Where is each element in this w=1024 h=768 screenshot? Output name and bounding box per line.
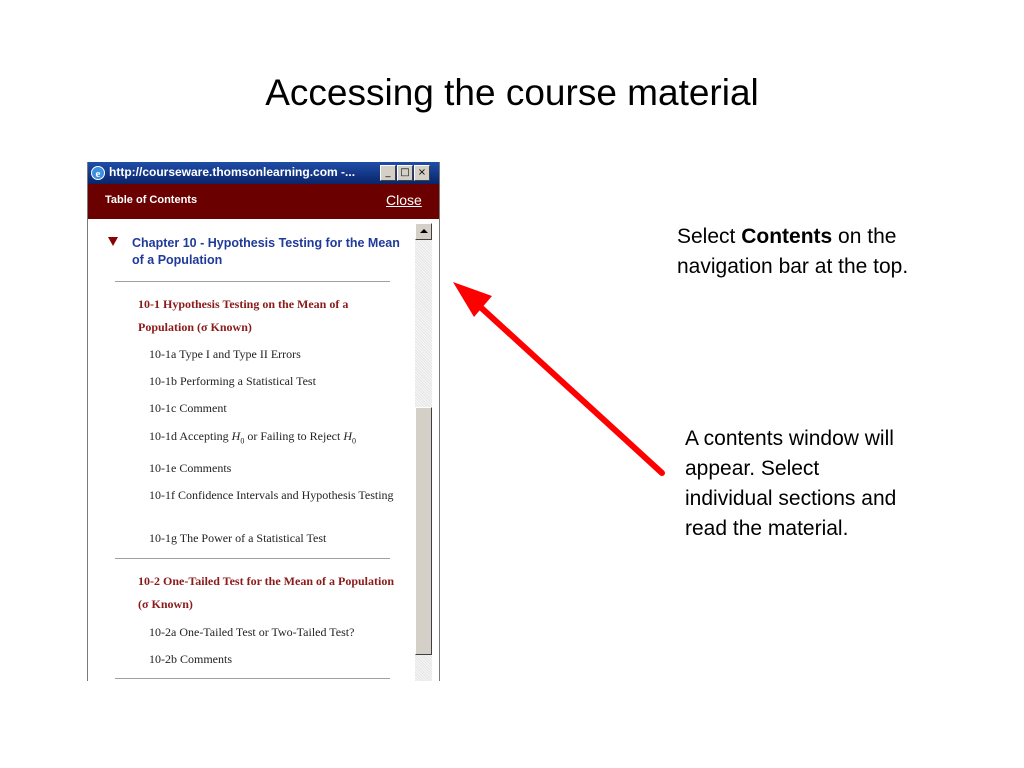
window-titlebar[interactable] <box>88 162 439 184</box>
arrow-head <box>453 282 492 317</box>
contents-window <box>87 162 440 681</box>
toc-header <box>88 184 439 219</box>
svg-text:e: e <box>95 168 101 180</box>
scroll-thumb[interactable] <box>415 407 432 655</box>
vertical-scrollbar[interactable] <box>415 223 432 681</box>
scroll-up-arrow-icon[interactable] <box>415 223 432 240</box>
note1-after: on the navigation bar at the top. <box>677 225 909 278</box>
divider <box>115 281 390 282</box>
section-title-10-1[interactable]: 10-1 Hypothesis Testing on the Mean of a Population (σ Known) <box>138 297 349 334</box>
toc-item-10-1d-prefix: 10-1d Accepting <box>149 429 232 443</box>
toc-item-10-1c[interactable]: 10-1c Comment <box>149 401 227 415</box>
toc-item-10-1b[interactable]: 10-1b Performing a Statistical Test <box>149 374 316 388</box>
expand-arrow-icon[interactable] <box>108 237 118 246</box>
toc-item-10-1f[interactable]: 10-1f Confidence Intervals and Hypothesis Testing <box>149 488 394 502</box>
toc-item-10-1g[interactable]: 10-1g The Power of a Statistical Test <box>149 531 327 545</box>
window-url: http://courseware.thomsonlearning.com -... <box>109 165 356 179</box>
chapter-title[interactable]: Chapter 10 - Hypothesis Testing for the Mean of a Population <box>132 236 400 267</box>
toc-item-10-2b[interactable]: 10-2b Comments <box>149 652 232 666</box>
toc-content <box>88 219 415 681</box>
arrow-shaft <box>476 303 662 473</box>
section-title-10-2[interactable]: 10-2 One-Tailed Test for the Mean of a Population (σ Known) <box>138 574 395 611</box>
maximize-button[interactable]: □ <box>397 165 413 181</box>
instruction-note-contents <box>677 222 917 282</box>
toc-item-10-1e[interactable]: 10-1e Comments <box>149 461 232 475</box>
close-window-button[interactable]: × <box>414 165 430 181</box>
var-sub: 0 <box>240 436 245 446</box>
toc-item-10-2a[interactable]: 10-2a One-Tailed Test or Two-Tailed Test? <box>149 625 355 639</box>
var-h: H <box>231 429 241 443</box>
note1-before: Select <box>677 225 742 248</box>
var-h: H <box>343 429 352 443</box>
toc-title: Table of Contents <box>105 194 198 206</box>
close-link[interactable]: Close <box>386 192 422 208</box>
contents-keyword: Contents <box>741 225 833 248</box>
divider <box>115 558 390 559</box>
slide-title: Accessing the course material <box>265 72 759 113</box>
ie-icon <box>90 165 106 181</box>
instruction-note-window: A contents window will appear. Select individual sections and read the material. <box>685 427 897 540</box>
var-sub: 0 <box>351 436 356 446</box>
toc-item-10-1d[interactable] <box>149 428 404 449</box>
toc-item-10-1a[interactable]: 10-1a Type I and Type II Errors <box>149 347 301 361</box>
divider <box>115 678 390 679</box>
minimize-button[interactable]: _ <box>380 165 396 181</box>
toc-item-10-1d-middle: or Failing to Reject <box>244 429 344 443</box>
